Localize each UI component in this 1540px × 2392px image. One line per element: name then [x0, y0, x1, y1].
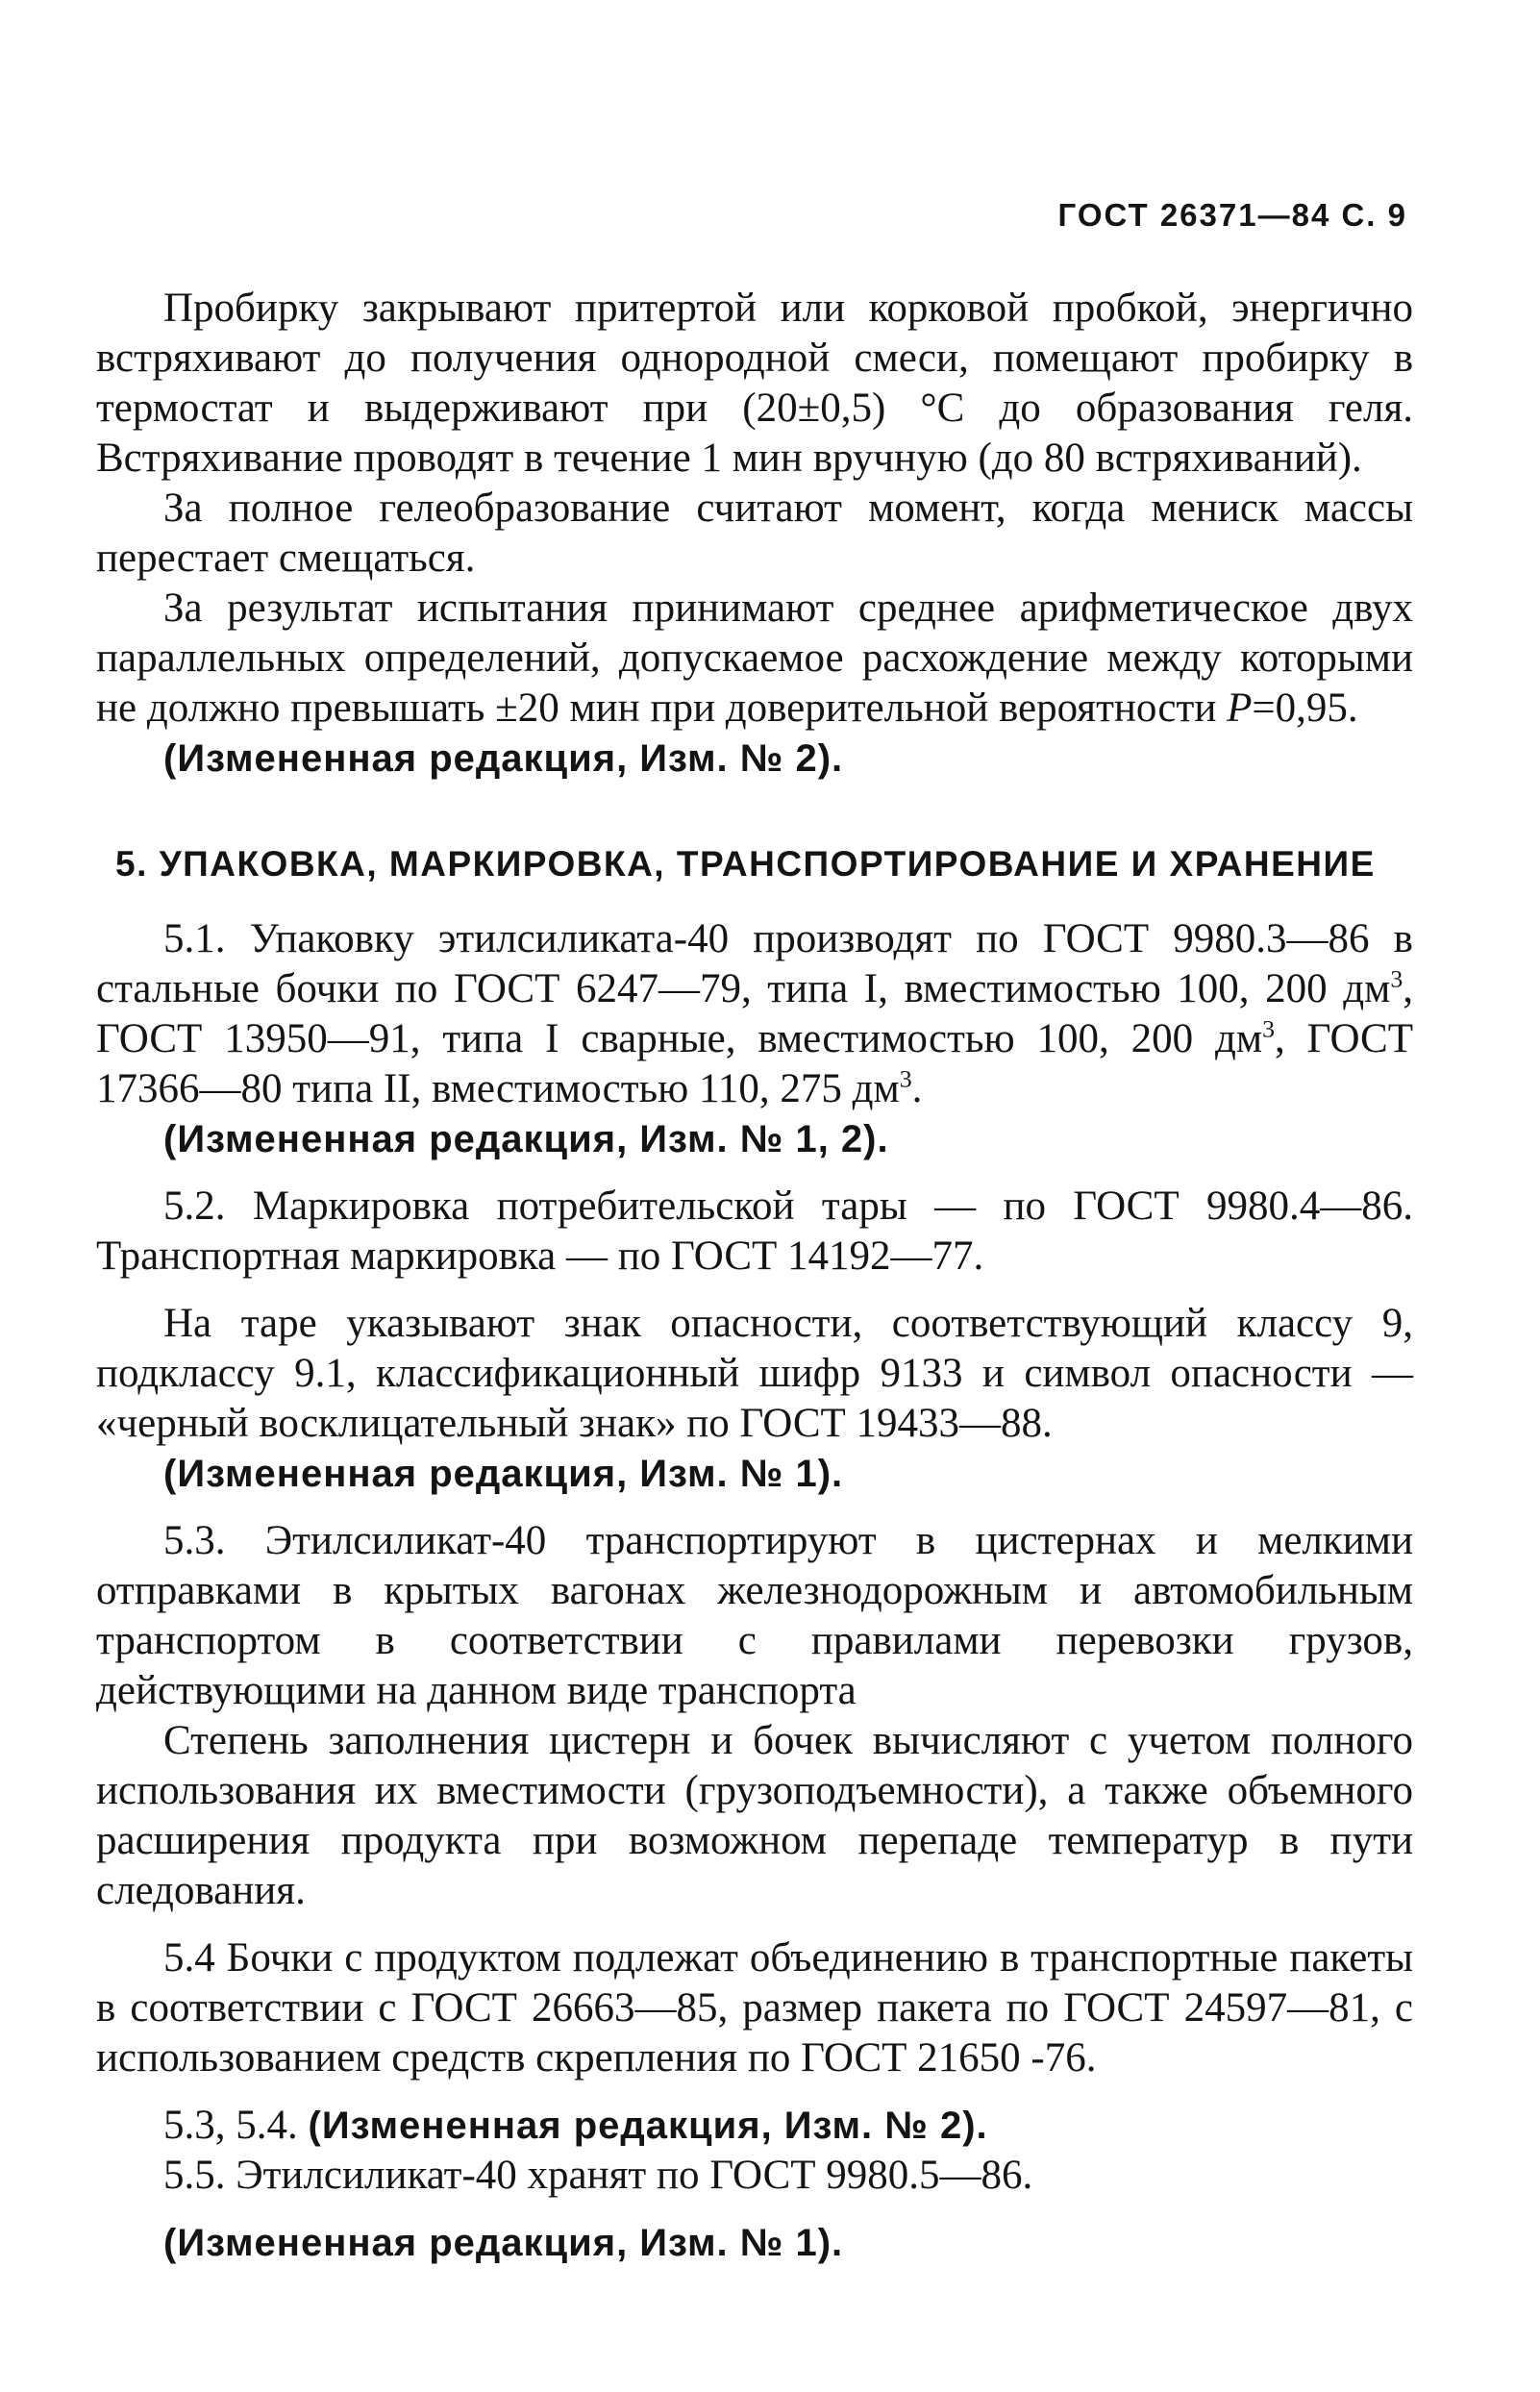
paragraph-5-4: 5.4 Бочки с продуктом подлежат объединению в транспортные пакеты в соответствии с ГОСТ 26663—85, размер пакета по ГОСТ 24597—81, с использованием средств скрепления по ГОСТ 21650 -76.: [96, 1935, 1413, 2081]
paragraph-hazard: На таре указывают знак опасности, соответствующий классу 9, подклассу 9.1, классификационный шифр 9133 и символ опасности — «черный восклицательный знак» по ГОСТ 19433—88.: [96, 1301, 1413, 1446]
paragraph-5-2: 5.2. Маркировка потребительской тары — по ГОСТ 9980.4—86. Транспортная маркировка — по ГОСТ 14192—77.: [96, 1184, 1413, 1279]
p51-text-c: , ГОСТ 17366—80 типа II, вместимостью 110, 275 дм: [96, 1016, 1413, 1111]
p51-text-d: .: [911, 1066, 923, 1111]
revision-prefix: 5.3, 5.4.: [163, 2103, 309, 2148]
superscript: 3: [1262, 1014, 1276, 1043]
revision-note: (Измененная редакция, Изм. № 1).: [163, 2222, 844, 2264]
page-header: ГОСТ 26371—84 С. 9: [1057, 197, 1407, 233]
probability-symbol: Р: [1227, 685, 1253, 731]
revision-note: (Измененная редакция, Изм. № 2).: [163, 737, 844, 780]
revision-note: (Измененная редакция, Изм. № 1, 2).: [163, 1118, 889, 1160]
page-content: [96, 284, 1413, 2268]
revision-note-5-3-5-4: [96, 2101, 1413, 2151]
paragraph-5-1: [96, 914, 1413, 1114]
revision-note: (Измененная редакция, Изм. № 1).: [163, 1453, 844, 1495]
section-heading: 5. УПАКОВКА, МАРКИРОВКА, ТРАНСПОРТИРОВАНИЕ И ХРАНЕНИЕ: [115, 844, 1376, 884]
superscript: 3: [1390, 964, 1403, 993]
paragraph-filling: Степень заполнения цистерн и бочек вычисляют с учетом полного использования их вместимости (грузоподъемности), а также объемного расширения продукта при возможном перепаде температур в пути следования.: [96, 1718, 1413, 1913]
paragraph-5-5: 5.5. Этилсиликат-40 хранят по ГОСТ 9980.5—86.: [163, 2153, 1033, 2198]
p51-text-b: , ГОСТ 13950—91, типа I сварные, вместимостью 100, 200 дм: [96, 966, 1413, 1061]
paragraph-gel-test: Пробирку закрывают притертой или корковой пробкой, энергично встряхивают до получения однородной смеси, помещают пробирку в термостат и выдерживают при (20±0,5) °С до образования геля. Встряхивание проводят в течение 1 мин вручную (до 80 встряхиваний).: [96, 286, 1413, 481]
revision-text: (Измененная редакция, Изм. № 2).: [308, 2105, 988, 2147]
paragraph-5-3: 5.3. Этилсиликат-40 транспортируют в цистернах и мелкими отправками в крытых вагонах железнодорожным и автомобильным транспортом в соответствии с правилами перевозки грузов, действующими на данном виде транспорта: [96, 1518, 1413, 1713]
result-text: За результат испытания принимают среднее арифметическое двух параллельных определений, допускаемое расхождение между которыми не должно превышать ±20 мин при доверительной вероятности: [96, 586, 1413, 731]
p51-text-a: 5.1. Упаковку этилсиликата-40 производят по ГОСТ 9980.3—86 в стальные бочки по ГОСТ 6247—79, типа I, вместимостью 100, 200 дм: [96, 916, 1413, 1011]
paragraph-gelation: За полное гелеобразование считают момент, когда мениск массы перестает смещаться.: [96, 486, 1413, 581]
superscript: 3: [899, 1064, 912, 1093]
probability-value: =0,95.: [1252, 685, 1358, 731]
paragraph-result: [96, 584, 1413, 734]
